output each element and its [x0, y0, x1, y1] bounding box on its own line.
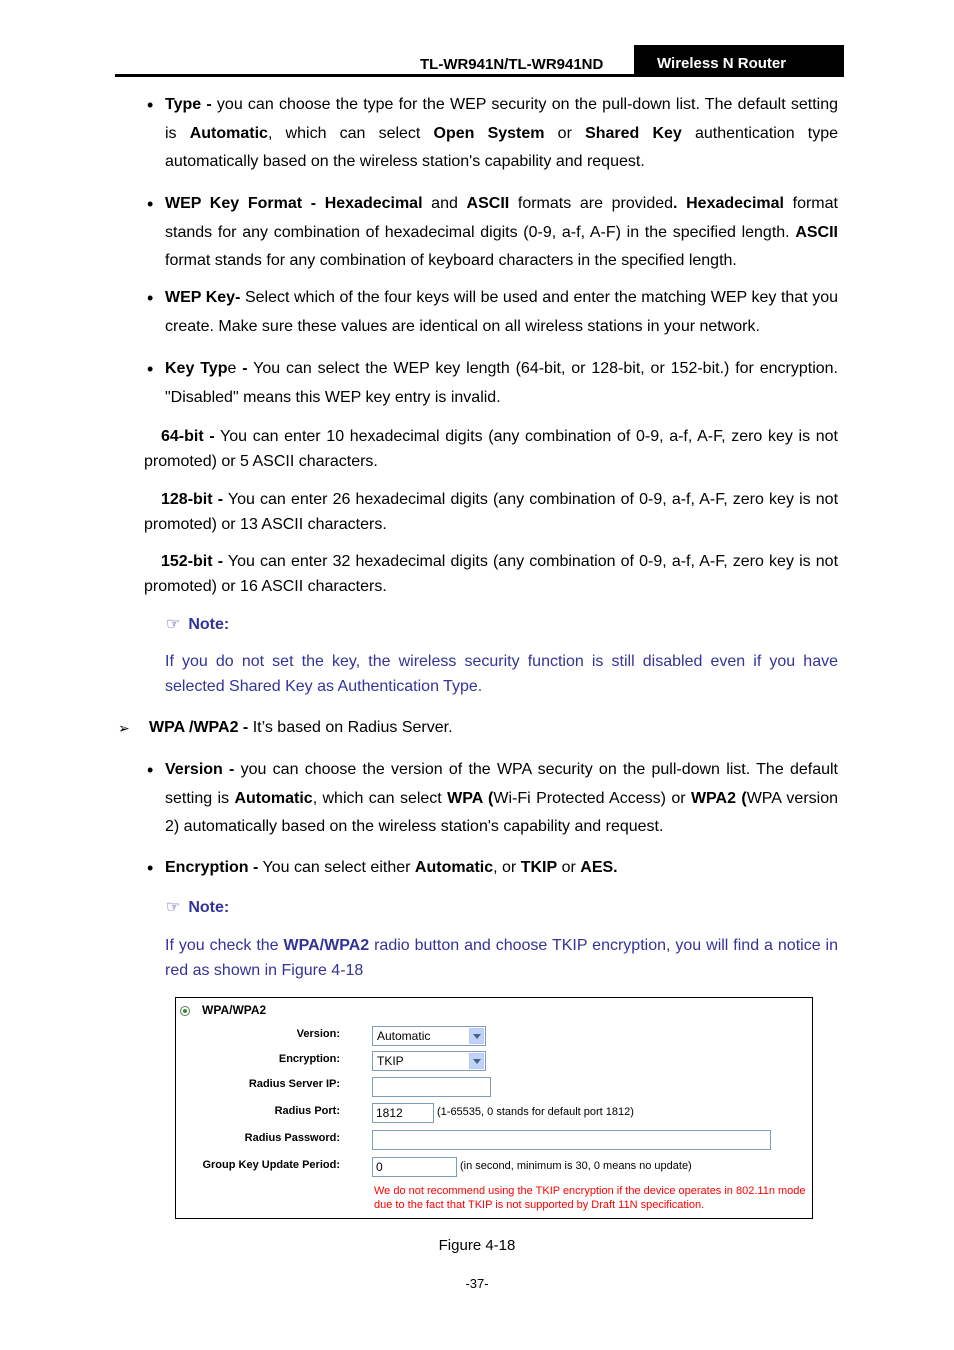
bullet-dot: •	[147, 95, 154, 115]
note-text: If you check the WPA/WPA2 radio button and choose TKIP encryption, you will find a notice in red as shown in Figure 4-18	[165, 937, 838, 979]
group-key-update-period-hint: (in second, minimum is 30, 0 means no update)	[460, 1160, 692, 1172]
wpa-settings-figure	[175, 997, 813, 1219]
tkip-warning-text: We do not recommend using the TKIP encryption if the device operates in 802.11n mode due to the fact that TKIP is not supported by Draft 11N specification.	[374, 1185, 806, 1211]
bullet-dot: •	[147, 760, 154, 780]
bullet-dot: •	[147, 194, 154, 214]
group-key-update-period-label: Group Key Update Period:	[202, 1159, 340, 1171]
bullet-dot: •	[147, 288, 154, 308]
radius-password-label: Radius Password:	[244, 1132, 340, 1144]
chevron-down-icon	[469, 1053, 484, 1069]
wpa-radio-button[interactable]	[180, 1006, 190, 1016]
bullet-dot: •	[147, 858, 154, 878]
encryption-select[interactable]: TKIP	[372, 1051, 486, 1071]
version-label: Version:	[296, 1028, 340, 1040]
page-number: -37-	[465, 1276, 489, 1291]
pointing-hand-icon: ☞	[166, 899, 181, 916]
note-heading: ☞ Note:	[166, 899, 230, 916]
radius-port-label: Radius Port:	[274, 1105, 340, 1117]
note-heading: ☞ Note:	[166, 616, 230, 633]
note-text: If you do not set the key, the wireless security function is still disabled even if you have selected Shared Key as Authentication Type.	[165, 653, 838, 695]
radius-password-input[interactable]	[372, 1130, 771, 1150]
radius-port-hint: (1-65535, 0 stands for default port 1812)	[437, 1106, 634, 1118]
bullet-encryption: Encryption - You can select either Automatic, or TKIP or AES.	[165, 859, 618, 876]
pointing-hand-icon: ☞	[166, 616, 181, 633]
arrow-bullet-icon: ➢	[118, 720, 130, 736]
wpa-option-label: WPA/WPA2	[202, 1003, 267, 1017]
bullet-key-type: Key Type - You can select the WEP key length (64-bit, or 128-bit, or 152-bit.) for encryption. "Disabled" means this WEP key entry is invalid.	[165, 360, 838, 406]
bullet-type: Type - you can choose the type for the WEP security on the pull-down list. The default setting is Automatic, which can select Open System or Shared Key authentication type automatically based on the wireless station's capability and request.	[165, 96, 839, 170]
chevron-down-icon	[469, 1028, 484, 1044]
bit-64-paragraph: 64-bit - You can enter 10 hexadecimal digits (any combination of 0-9, a-f, A-F, zero key is not promoted) or 5 ASCII characters.	[144, 428, 839, 470]
group-key-update-period-input[interactable]: 0	[372, 1157, 457, 1177]
bullet-wep-key: WEP Key- Select which of the four keys will be used and enter the matching WEP key that you create. Make sure these values are identical on all wireless stations in your network.	[165, 289, 839, 335]
header-rule	[115, 74, 844, 77]
bullet-version: Version - you can choose the version of the WPA security on the pull-down list. The default setting is Automatic, which can select WPA (Wi-Fi Protected Access) or WPA2 (WPA version 2) automatically based on the wireless station's capability and request.	[165, 761, 839, 835]
encryption-label: Encryption:	[278, 1053, 340, 1065]
wpa-heading: WPA /WPA2 - It’s based on Radius Server.	[149, 719, 453, 736]
radius-server-ip-label: Radius Server IP:	[248, 1078, 340, 1090]
bullet-wep-key-format: WEP Key Format - Hexadecimal and ASCII formats are provided. Hexadecimal format stands for any combination of hexadecimal digits (0-9, a-f, A-F) in the specified length. ASCII format stands for any combination of keyboard characters in the specified length.	[165, 195, 838, 269]
radius-port-input[interactable]: 1812	[372, 1103, 434, 1123]
version-select[interactable]: Automatic	[372, 1026, 486, 1046]
bit-152-paragraph: 152-bit - You can enter 32 hexadecimal digits (any combination of 0-9, a-f, A-F, zero key is not promoted) or 16 ASCII characters.	[144, 553, 839, 595]
header-product: Wireless N Router	[634, 45, 844, 77]
bullet-dot: •	[147, 359, 154, 379]
radius-server-ip-input[interactable]	[372, 1077, 491, 1097]
bit-128-paragraph: 128-bit - You can enter 26 hexadecimal digits (any combination of 0-9, a-f, A-F, zero key is not promoted) or 13 ASCII characters.	[144, 491, 839, 533]
header-model: TL-WR941N/TL-WR941ND	[420, 56, 604, 73]
figure-caption: Figure 4-18	[438, 1237, 516, 1254]
